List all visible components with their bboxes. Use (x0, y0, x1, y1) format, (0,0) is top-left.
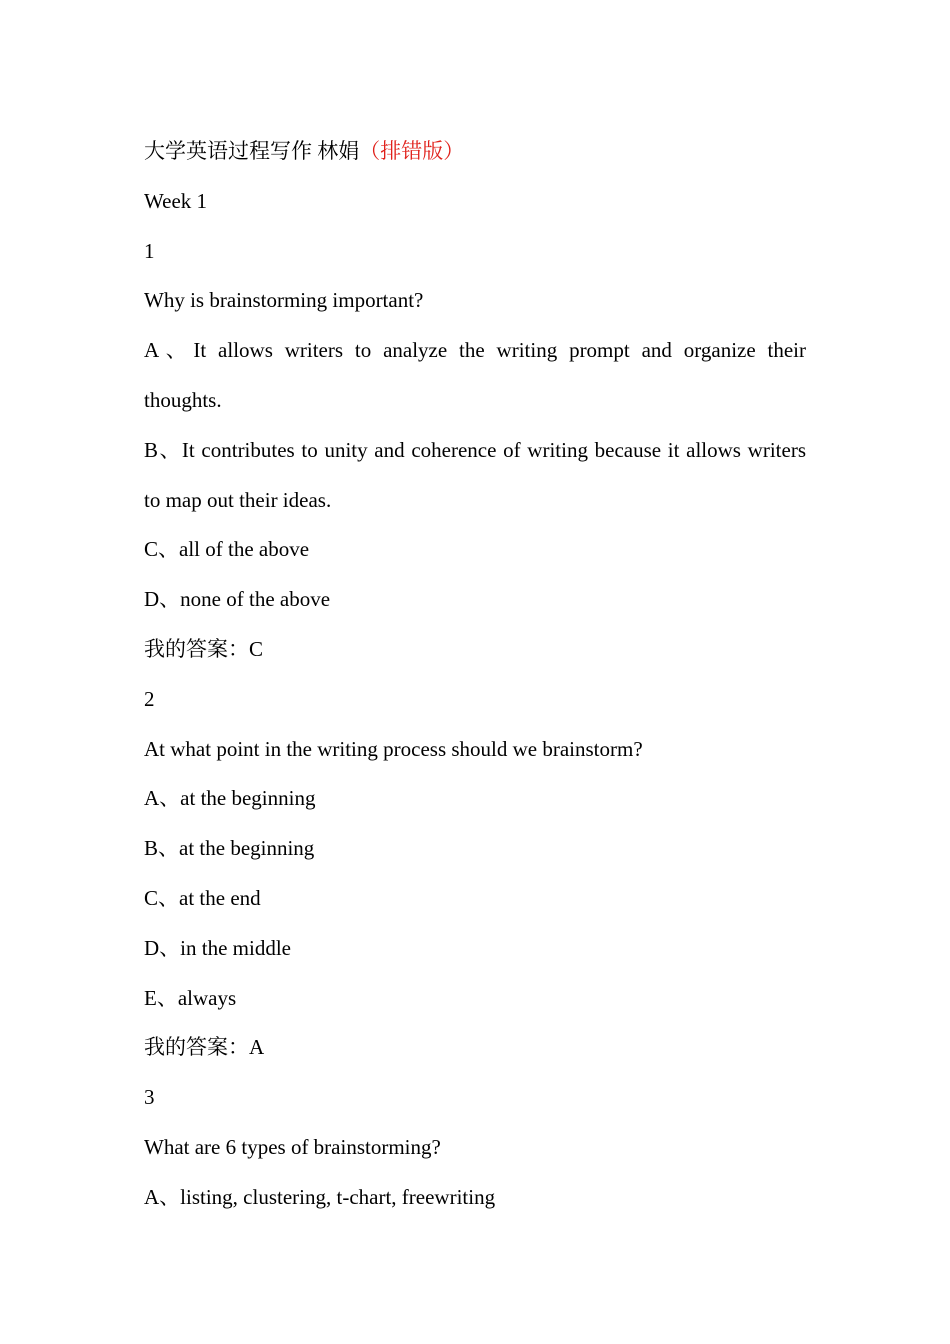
option-b: B、It contributes to unity and coherence of writing because it allows writers to map out their ideas. (144, 437, 806, 512)
option-e: E、always (144, 985, 237, 1010)
option-c: C、at the end (144, 885, 261, 910)
question-text: What are 6 types of brainstorming? (144, 1134, 441, 1159)
question-number: 2 (144, 686, 155, 711)
week-heading: Week 1 (144, 188, 208, 213)
option-a: A、It allows writers to analyze the writing prompt and organize their thoughts. (144, 338, 806, 412)
my-answer: 我的答案：A (144, 1035, 265, 1060)
question-text: Why is brainstorming important? (144, 288, 424, 313)
option-a: A、listing, clustering, t-chart, freewriting (144, 1184, 496, 1209)
my-answer: 我的答案：C (144, 636, 264, 661)
option-b: B、at the beginning (144, 836, 315, 861)
question-number: 1 (144, 238, 155, 263)
title-tag: （排错版） (359, 139, 465, 163)
option-d: D、in the middle (144, 935, 291, 960)
option-c: C、all of the above (144, 537, 310, 562)
document-page (144, 127, 806, 1223)
document-title (144, 127, 806, 177)
question-text: At what point in the writing process should we brainstorm? (144, 736, 643, 761)
question-number: 3 (144, 1085, 155, 1110)
option-a: A、at the beginning (144, 786, 316, 811)
title-main: 大学英语过程写作 林娟 (144, 139, 360, 163)
option-d: D、none of the above (144, 587, 331, 612)
